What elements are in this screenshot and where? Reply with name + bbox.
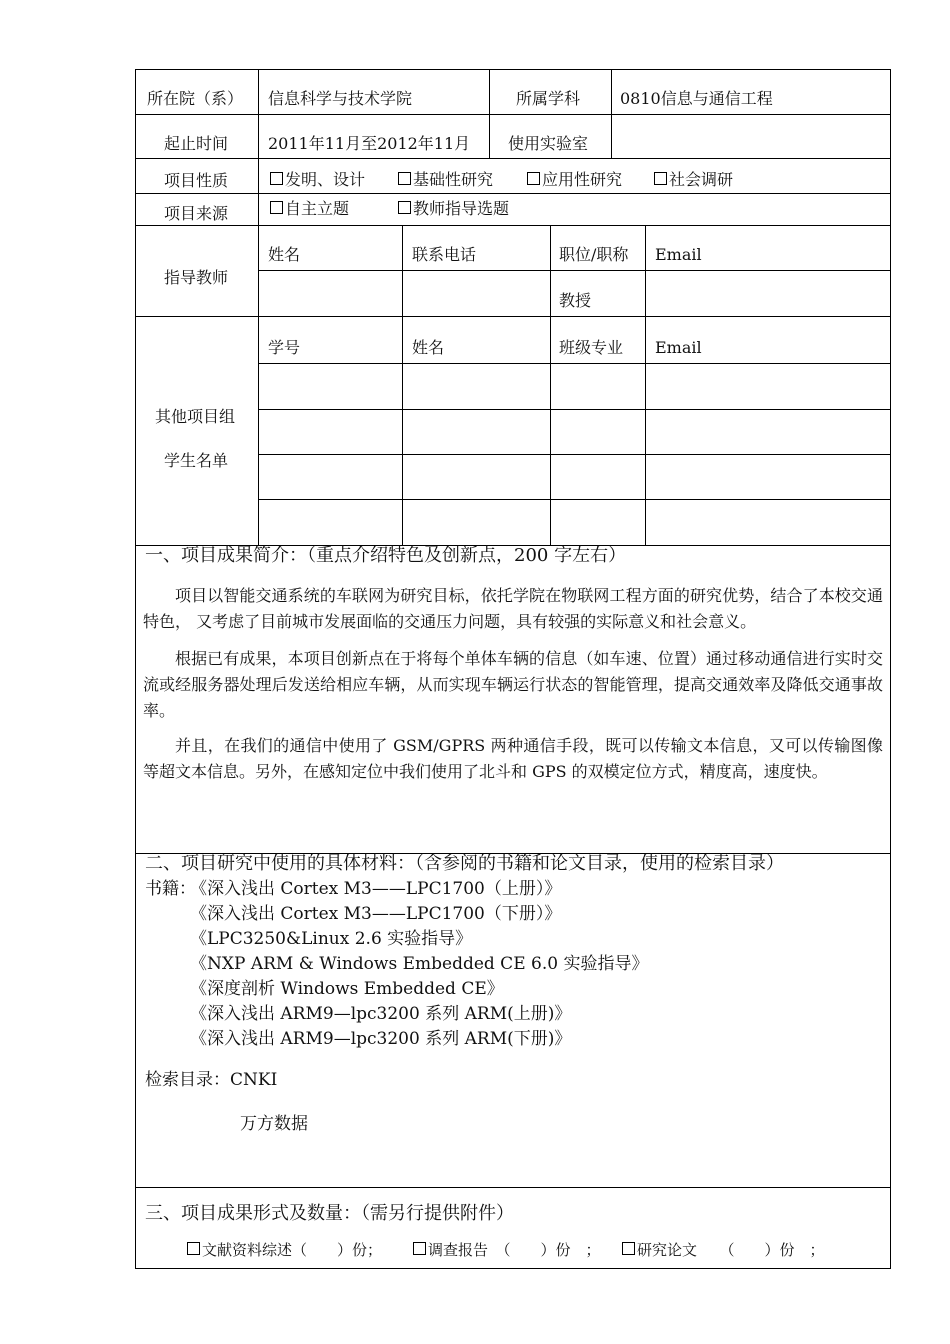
checkbox[interactable] [187,1242,200,1255]
section1-title: 一、项目成果简介：（重点介绍特色及创新点，200 字左右） [145,545,627,566]
checkbox[interactable] [654,172,667,185]
source-option-teacher[interactable] [398,199,509,219]
students-label-line1: 其他项目组 [155,407,236,426]
checkbox[interactable] [622,1242,635,1255]
row-divider [135,114,891,115]
section2-title: 二、项目研究中使用的具体材料：（含参阅的书籍和论文目录，使用的检索目录） [145,853,784,874]
students-label-line2: 学生名单 [164,451,229,470]
students-header-name: 姓名 [412,338,445,357]
column-divider [611,69,612,158]
students-header-email: Email [655,338,702,357]
row-divider [258,270,891,271]
search-catalog-extra: 万方数据 [240,1114,308,1134]
option-label: 自主立题 [285,199,350,218]
row-divider [135,316,891,317]
column-divider [645,225,646,545]
book-item: 《深入浅出 ARM9—lpc3200 系列 ARM(上册)》 [190,1004,572,1024]
section3-title: 三、项目成果形式及数量：（需另行提供附件） [145,1203,514,1224]
book-item: 《深入浅出 ARM9—lpc3200 系列 ARM(下册)》 [190,1029,572,1049]
section1-paragraph: 并且，在我们的通信中使用了 GSM/GPRS 两种通信手段，既可以传输文本信息，又可以传输图像等超文本信息。另外，在感知定位中我们使用了北斗和 GPS 的双模定位方式，精度高，速度快。 [143,736,883,781]
row-divider [135,158,891,159]
college-value: 信息科学与技术学院 [268,89,413,108]
row-divider [258,454,891,455]
deliverable-research-paper[interactable] [622,1240,825,1260]
book-item: 《深度剖析 Windows Embedded CE》 [190,979,504,999]
checkbox[interactable] [270,201,283,214]
discipline-value: 0810信息与通信工程 [620,89,773,108]
college-label: 所在院（系） [147,89,244,108]
option-label: 发明、设计 [285,170,366,189]
nature-option-basic[interactable] [398,170,493,190]
book-item: 《LPC3250&Linux 2.6 实验指导》 [190,929,473,949]
checkbox[interactable] [398,172,411,185]
book-item: 《深入浅出 Cortex M3——LPC1700（上册）》 [190,879,562,899]
nature-option-social[interactable] [654,170,733,190]
column-divider [550,225,551,545]
checkbox[interactable] [413,1242,426,1255]
students-header-id: 学号 [268,338,301,357]
checkbox[interactable] [398,201,411,214]
row-divider [258,499,891,500]
deliverable-label: 研究论文 （ ）份 ； [637,1241,825,1259]
checkbox[interactable] [527,172,540,185]
book-item: 《NXP ARM & Windows Embedded CE 6.0 实验指导》 [190,954,649,974]
students-header-class: 班级专业 [559,338,624,357]
advisor-label: 指导教师 [164,268,229,287]
nature-label: 项目性质 [164,171,229,190]
column-divider [258,158,259,225]
column-divider [489,69,490,158]
deliverable-label: 文献资料综述（ ）份； [202,1241,383,1259]
checkbox[interactable] [270,172,283,185]
source-option-self[interactable] [270,199,349,219]
books-label: 书籍： [145,879,196,899]
section1-paragraph: 根据已有成果，本项目创新点在于将每个单体车辆的信息（如车速、位置）通过移动通信进行实时交流或经服务器处理后发送给相应车辆，从而实现车辆运行状态的智能管理，提高交通效率及降低交通事故率。 [143,649,883,720]
row-divider [135,225,891,226]
option-label: 教师指导选题 [413,199,510,218]
book-item: 《深入浅出 Cortex M3——LPC1700（下册）》 [190,904,562,924]
period-value: 2011年11月至2012年11月 [268,134,471,153]
option-label: 应用性研究 [542,170,623,189]
row-divider [258,363,891,364]
search-catalog: 检索目录：CNKI [145,1070,278,1090]
advisor-header-phone: 联系电话 [412,245,477,264]
deliverable-survey-report[interactable] [413,1240,601,1260]
column-divider [258,225,259,545]
deliverable-literature-review[interactable] [187,1240,382,1260]
column-divider [258,69,259,158]
nature-option-invention[interactable] [270,170,365,190]
column-divider [402,225,403,545]
advisor-header-email: Email [655,245,702,264]
row-divider [135,1187,891,1188]
advisor-header-name: 姓名 [268,245,301,264]
option-label: 基础性研究 [413,170,494,189]
row-divider [258,409,891,410]
deliverable-label: 调查报告 （ ）份 ； [428,1241,601,1259]
lab-label: 使用实验室 [508,134,589,153]
advisor-header-title: 职位/职称 [559,245,629,264]
source-label: 项目来源 [164,204,229,223]
row-divider [135,193,891,194]
nature-option-applied[interactable] [527,170,622,190]
advisor-title-cell: 教授 [559,291,592,310]
discipline-label: 所属学科 [516,89,581,108]
period-label: 起止时间 [164,134,229,153]
option-label: 社会调研 [669,170,734,189]
section1-paragraph: 项目以智能交通系统的车联网为研究目标，依托学院在物联网工程方面的研究优势，结合了本校交通特色， 又考虑了目前城市发展面临的交通压力问题，具有较强的实际意义和社会意义。 [143,586,883,631]
